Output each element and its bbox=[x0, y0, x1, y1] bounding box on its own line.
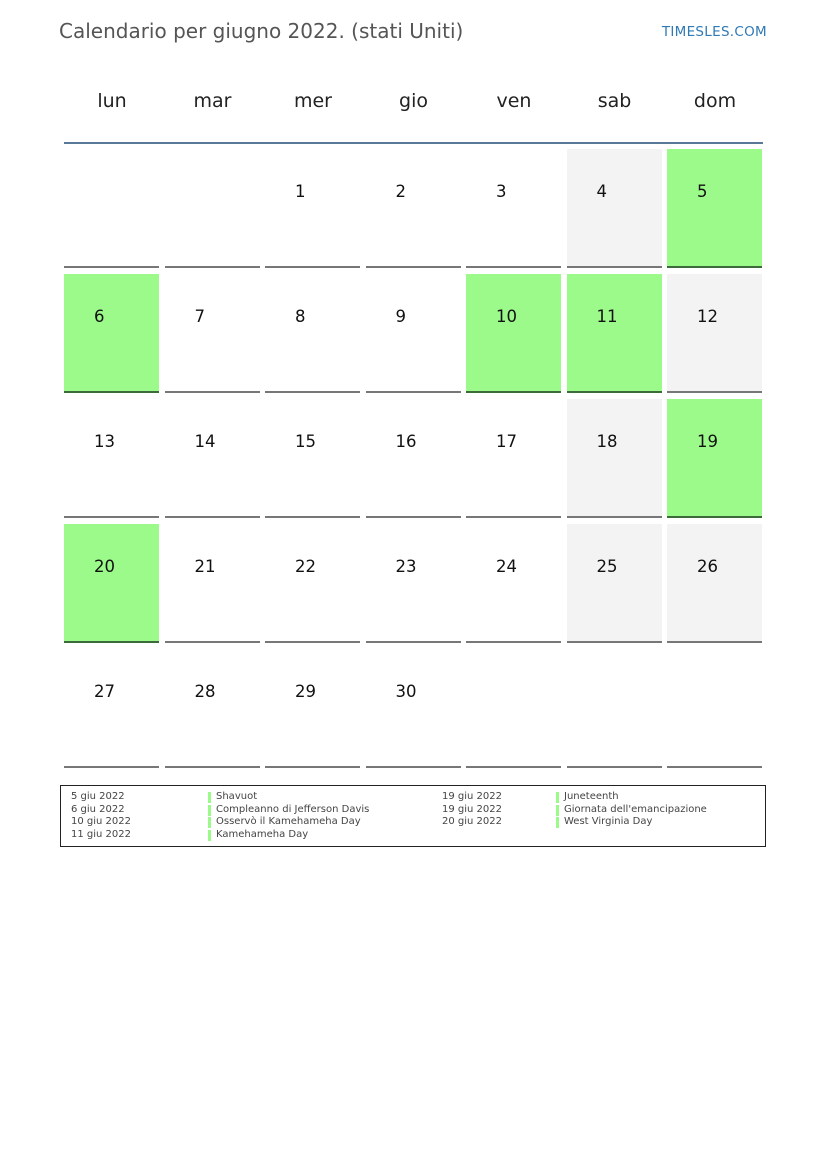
day-cell-17 bbox=[466, 399, 561, 518]
day-cell-1 bbox=[265, 149, 360, 268]
weekday-ven: ven bbox=[496, 90, 532, 112]
day-cell-29 bbox=[265, 649, 360, 768]
legend-holiday-name: Kamehameha Day bbox=[216, 828, 309, 840]
weekday-lun: lun bbox=[97, 90, 127, 112]
day-cell-11 bbox=[567, 274, 662, 393]
legend-date: 19 giu 2022 bbox=[442, 791, 502, 802]
legend-holiday-name: Osservò il Kamehameha Day bbox=[216, 816, 361, 827]
day-number: 11 bbox=[596, 307, 618, 326]
day-number: 17 bbox=[496, 432, 517, 451]
day-number: 23 bbox=[395, 557, 417, 576]
legend-date: 20 giu 2022 bbox=[442, 816, 502, 827]
weekday-header bbox=[62, 90, 764, 120]
legend-color-marker bbox=[556, 792, 559, 803]
day-cell-15 bbox=[265, 399, 360, 518]
legend-holiday-name: Juneteenth bbox=[564, 791, 619, 802]
day-cell-16 bbox=[366, 399, 461, 518]
day-cell-2 bbox=[366, 149, 461, 268]
weekday-mer: mer bbox=[293, 90, 332, 112]
legend-holiday-name: West Virginia Day bbox=[564, 816, 653, 827]
day-number: 3 bbox=[496, 182, 507, 201]
page-title: Calendario per giugno 2022. (stati Uniti) bbox=[59, 19, 464, 43]
day-cell-13 bbox=[64, 399, 159, 518]
day-number: 30 bbox=[395, 682, 417, 701]
day-cell-24 bbox=[466, 524, 561, 643]
legend-color-marker bbox=[556, 805, 559, 816]
day-number: 7 bbox=[194, 307, 205, 326]
day-number: 25 bbox=[596, 557, 618, 576]
day-number: 24 bbox=[496, 557, 517, 576]
day-number: 4 bbox=[596, 182, 607, 201]
day-number: 22 bbox=[295, 557, 316, 576]
day-number: 2 bbox=[395, 182, 406, 201]
day-cell-21 bbox=[165, 524, 260, 643]
day-number: 8 bbox=[295, 307, 306, 326]
day-cell-25 bbox=[567, 524, 662, 643]
day-cell-6 bbox=[64, 274, 159, 393]
legend-date: 11 giu 2022 bbox=[71, 828, 131, 840]
day-cell-8 bbox=[265, 274, 360, 393]
day-cell-10 bbox=[466, 274, 561, 393]
legend-color-marker bbox=[208, 792, 211, 803]
day-cell-27 bbox=[64, 649, 159, 768]
legend-color-marker bbox=[208, 830, 211, 841]
day-number: 28 bbox=[194, 682, 216, 701]
legend-date: 5 giu 2022 bbox=[71, 791, 125, 802]
day-number: 14 bbox=[194, 432, 216, 451]
day-number: 20 bbox=[94, 557, 115, 576]
day-cell-7 bbox=[165, 274, 260, 393]
day-cell-empty bbox=[466, 649, 561, 768]
day-cell-3 bbox=[466, 149, 561, 268]
day-cell-26 bbox=[667, 524, 762, 643]
day-cell-9 bbox=[366, 274, 461, 393]
day-number: 21 bbox=[194, 557, 216, 576]
legend-holiday-name: Compleanno di Jefferson Davis bbox=[216, 803, 370, 815]
day-number: 26 bbox=[697, 557, 718, 576]
weekday-mar: mar bbox=[193, 90, 232, 112]
day-cell-22 bbox=[265, 524, 360, 643]
day-number: 18 bbox=[596, 432, 618, 451]
day-cell-18 bbox=[567, 399, 662, 518]
day-number: 10 bbox=[496, 307, 517, 326]
brand-link[interactable]: TIMESLES.COM bbox=[661, 24, 767, 40]
day-cell-30 bbox=[366, 649, 461, 768]
legend-date: 19 giu 2022 bbox=[442, 803, 502, 815]
legend-date: 10 giu 2022 bbox=[71, 816, 131, 827]
day-number: 6 bbox=[94, 307, 105, 326]
legend-date: 6 giu 2022 bbox=[71, 803, 125, 815]
day-number: 5 bbox=[697, 182, 708, 201]
day-number: 16 bbox=[395, 432, 417, 451]
day-number: 19 bbox=[697, 432, 718, 451]
legend-color-marker bbox=[208, 817, 211, 828]
legend-color-marker bbox=[208, 805, 211, 816]
header-divider bbox=[64, 142, 763, 144]
day-number: 15 bbox=[295, 432, 316, 451]
day-number: 9 bbox=[395, 307, 406, 326]
day-cell-20 bbox=[64, 524, 159, 643]
day-number: 1 bbox=[295, 182, 306, 201]
day-number: 13 bbox=[94, 432, 115, 451]
day-cell-4 bbox=[567, 149, 662, 268]
day-number: 12 bbox=[697, 307, 718, 326]
day-cell-19 bbox=[667, 399, 762, 518]
day-cell-28 bbox=[165, 649, 260, 768]
day-cell-14 bbox=[165, 399, 260, 518]
day-number: 29 bbox=[295, 682, 316, 701]
day-cell-12 bbox=[667, 274, 762, 393]
calendar-grid bbox=[62, 149, 764, 774]
legend-holiday-name: Shavuot bbox=[216, 791, 258, 802]
day-cell-5 bbox=[667, 149, 762, 268]
weekday-dom: dom bbox=[693, 90, 737, 112]
day-cell-23 bbox=[366, 524, 461, 643]
legend-color-marker bbox=[556, 817, 559, 828]
day-cell-empty bbox=[567, 649, 662, 768]
holiday-legend bbox=[60, 785, 766, 847]
day-cell-empty bbox=[64, 149, 159, 268]
legend-holiday-name: Giornata dell'emancipazione bbox=[564, 803, 707, 815]
day-cell-empty bbox=[667, 649, 762, 768]
day-cell-empty bbox=[165, 149, 260, 268]
day-number: 27 bbox=[94, 682, 115, 701]
weekday-sab: sab bbox=[597, 90, 632, 112]
weekday-gio: gio bbox=[399, 90, 428, 112]
